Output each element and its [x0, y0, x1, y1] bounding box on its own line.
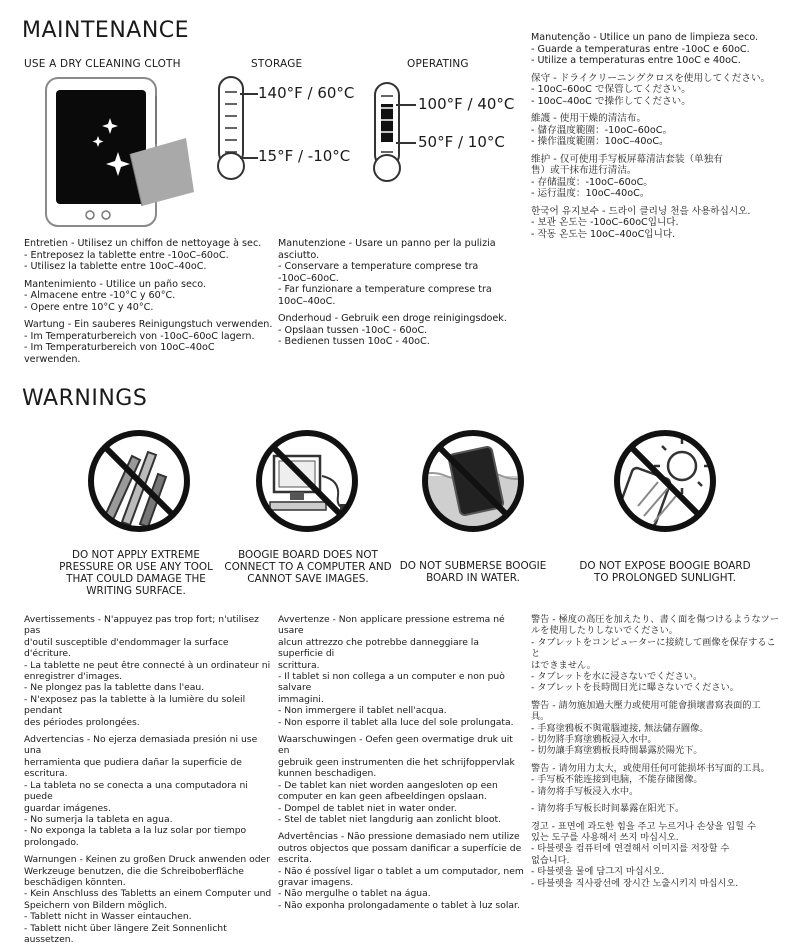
- maintenance-ja: 保守 - ドライクリーニングクロスを使用してください。 - 10oC–60oC で保管してください。 - 10oC–40oC で操作してください。: [531, 72, 771, 107]
- storage-high-tick: [240, 93, 258, 95]
- warnings-title: WARNINGS: [22, 386, 148, 411]
- warnings-pt: Advertências - Não pressione demasiado nem utilize outros objectos que possam danificar a superfície de escrita. - Não é possível ligar o tablet a um computador, nem gravar imagens. - Não mergulhe o tablet na água. - Não exponha prolongadamente o tablet à luz solar.: [278, 831, 524, 911]
- maintenance-zh-cn: 维护 - 仅可使用手写板屏幕清洁套装（单独有 售）或干抹布进行清洁。 - 存储温度：-10oC–60oC。 - 运行温度：10oC–40oC。: [531, 153, 723, 199]
- tablet-cloth-illustration: [38, 74, 198, 232]
- storage-low-label: 15°F / -10°C: [258, 147, 351, 165]
- storage-thermometer-icon: [214, 74, 248, 184]
- warning-caption-sunlight: DO NOT EXPOSE BOOGIE BOARD TO PROLONGED SUNLIGHT.: [579, 560, 751, 584]
- no-pens-icon: [84, 426, 194, 536]
- maintenance-col-1: [24, 238, 274, 371]
- operating-thermometer-icon: [370, 80, 404, 186]
- warnings-fr: Avertissements - N'appuyez pas trop fort; n'utilisez pas d'outil susceptible d'endommager la surface d'écriture. - La tablette ne peut être connecté à un ordinateur ni enregistrer d'images. - Ne plongez pas la tablette dans l'eau. - N'exposez pas la tablette à la lumière du soleil pendant des périodes prolongées.: [24, 614, 271, 728]
- storage-high-label: 140°F / 60°C: [258, 84, 355, 102]
- warnings-zh-cn: 警告 - 请勿用力太大，或使用任何可能损坏书写面的工具。 - 手写板不能连接到电脑，不能存储图像。 - 请勿将手写板浸入水中。: [531, 762, 770, 797]
- operating-high-tick: [396, 104, 416, 106]
- warning-caption-water: DO NOT SUBMERSE BOOGIE BOARD IN WATER.: [399, 560, 547, 584]
- warnings-nl: Waarschuwingen - Oefen geen overmatige druk uit en gebruik geen instrumenten die het schrijfoppervlak kunnen beschadigen. - De tablet kan niet worden aangesloten op een computer en kan geen afbeeldingen opslaan. - Dompel de tablet niet in water onder. - Stel de tablet niet langdurig aan zonlicht bloot.: [278, 734, 515, 825]
- storage-label: STORAGE: [251, 58, 303, 70]
- operating-low-tick: [396, 142, 416, 144]
- maintenance-ko: 한국어 유지보수 - 드라이 클리닝 천을 사용하십시오. - 보관 온도는 -10oC–60oC입니다. - 작동 온도는 10oC–40oC입니다.: [531, 205, 751, 240]
- warnings-col-1: [24, 614, 274, 951]
- maintenance-pt: Manutenção - Utilice un pano de limpieza seco. - Guarde a temperaturas entre -10oC e 60oC. - Utilize a temperaturas entre 10oC e 40oC.: [531, 32, 759, 66]
- storage-low-tick: [240, 157, 258, 159]
- maintenance-zh-tw: 維護 - 使用干燥的清洁布。 - 儲存溫度範圍：-10oC–60oC。 - 操作溫度範圍：10oC–40oC。: [531, 113, 673, 147]
- warnings-ko: 경고 - 표면에 과도한 힘을 주고 누르거나 손상을 입힐 수 있는 도구를 사용해서 쓰지 마십시오. - 타블렛을 컴퓨터에 연결해서 이미지를 저장할 수 없습니다. - 타블렛을 물에 담그지 마십시오. - 타블렛을 직사광선에 장시간 노출시키지 마십시오.: [531, 820, 756, 889]
- warning-caption-computer: BOOGIE BOARD DOES NOT CONNECT TO A COMPUTER AND CANNOT SAVE IMAGES.: [224, 549, 392, 585]
- no-computer-icon: [252, 426, 362, 536]
- warnings-it: Avvertenze - Non applicare pressione estrema né usare alcun attrezzo che potrebbe danneggiare la superficie di scrittura. - Il tablet si non collega a un computer e non può salvare immagini. - Non immergere il tablet nell'acqua. - Non esporre il tablet alla luce del sole prolungata.: [278, 614, 514, 728]
- warnings-zh-cn-sun: - 请勿将手写板长时间暴露在阳光下。: [531, 803, 685, 815]
- warnings-zh-tw: 警告 - 請勿施加過大壓力或使用可能會損壞書寫表面的工 具。 - 手寫塗鴉板不與電腦連接, 無法儲存圖像。 - 切勿將手寫塗鴉板浸入水中。 - 切勿讓手寫塗鴉板長時間暴露於陽光下。: [531, 699, 761, 757]
- maintenance-col-2: [278, 238, 518, 354]
- maintenance-it: Manutenzione - Usare un panno per la pulizia asciutto. - Conservare a temperature comprese tra -10oC–60oC. - Far funzionare a temperature comprese tra 10oC–40oC.: [278, 238, 496, 307]
- maintenance-fr: Entretien - Utilisez un chiffon de nettoyage à sec. - Entreposez la tablette entre -10oC–60oC. - Utilisez la tablette entre 10oC–40oC.: [24, 238, 262, 272]
- warnings-de: Warnungen - Keinen zu großen Druck anwenden oder Werkzeuge benutzen, die die Schreiboberfläche beschädigen könnten. - Kein Anschluss des Tabletts an einem Computer und Speichern von Bildern möglich. - Tablett nicht in Wasser eintauchen. - Tablett nicht über längere Zeit Sonnenlicht aussetzen.: [24, 854, 272, 945]
- operating-low-label: 50°F / 10°C: [418, 133, 505, 151]
- warning-caption-pressure: DO NOT APPLY EXTREME PRESSURE OR USE ANY TOOL THAT COULD DAMAGE THE WRITING SURFACE.: [59, 549, 213, 597]
- maintenance-es: Mantenimiento - Utilice un paño seco. - Almacene entre -10°C y 60°C. - Opere entre 10°C y 40°C.: [24, 278, 206, 313]
- maintenance-nl: Onderhoud - Gebruik een droge reinigingsdoek. - Opslaan tussen -10oC - 60oC. - Bedienen tussen 10oC - 40oC.: [278, 313, 507, 347]
- no-sun-icon: [610, 426, 720, 536]
- warnings-col-3: [531, 614, 781, 895]
- cloth-label: USE A DRY CLEANING CLOTH: [24, 58, 181, 70]
- maintenance-title: MAINTENANCE: [22, 18, 190, 43]
- warnings-es: Advertencias - No ejerza demasiada presión ni use una herramienta que pudiera dañar la superficie de escritura. - La tableta no se conecta a una computadora ni puede guardar imágenes. - No sumerja la tableta en agua. - No exponga la tableta a la luz solar por tiempo prolongado.: [24, 734, 258, 848]
- maintenance-de: Wartung - Ein sauberes Reinigungstuch verwenden. - Im Temperaturbereich von -10oC–60oC lagern. - Im Temperaturbereich von 10oC–40oC verwenden.: [24, 319, 273, 365]
- operating-label: OPERATING: [407, 58, 469, 70]
- maintenance-col-3: [531, 32, 781, 246]
- warnings-ja: 警告 - 極度の高圧を加えたり、書く面を傷つけるようなツー ルを使用したりしないでください。 - タブレットをコンピューターに接続して画像を保存すること はできません。 - タブレットを水に浸さないでください。 - タブレットを長時間日光に曝さないでください。: [531, 614, 780, 694]
- no-water-icon: [418, 426, 528, 536]
- warnings-col-2: [278, 614, 524, 917]
- operating-high-label: 100°F / 40°C: [418, 95, 515, 113]
